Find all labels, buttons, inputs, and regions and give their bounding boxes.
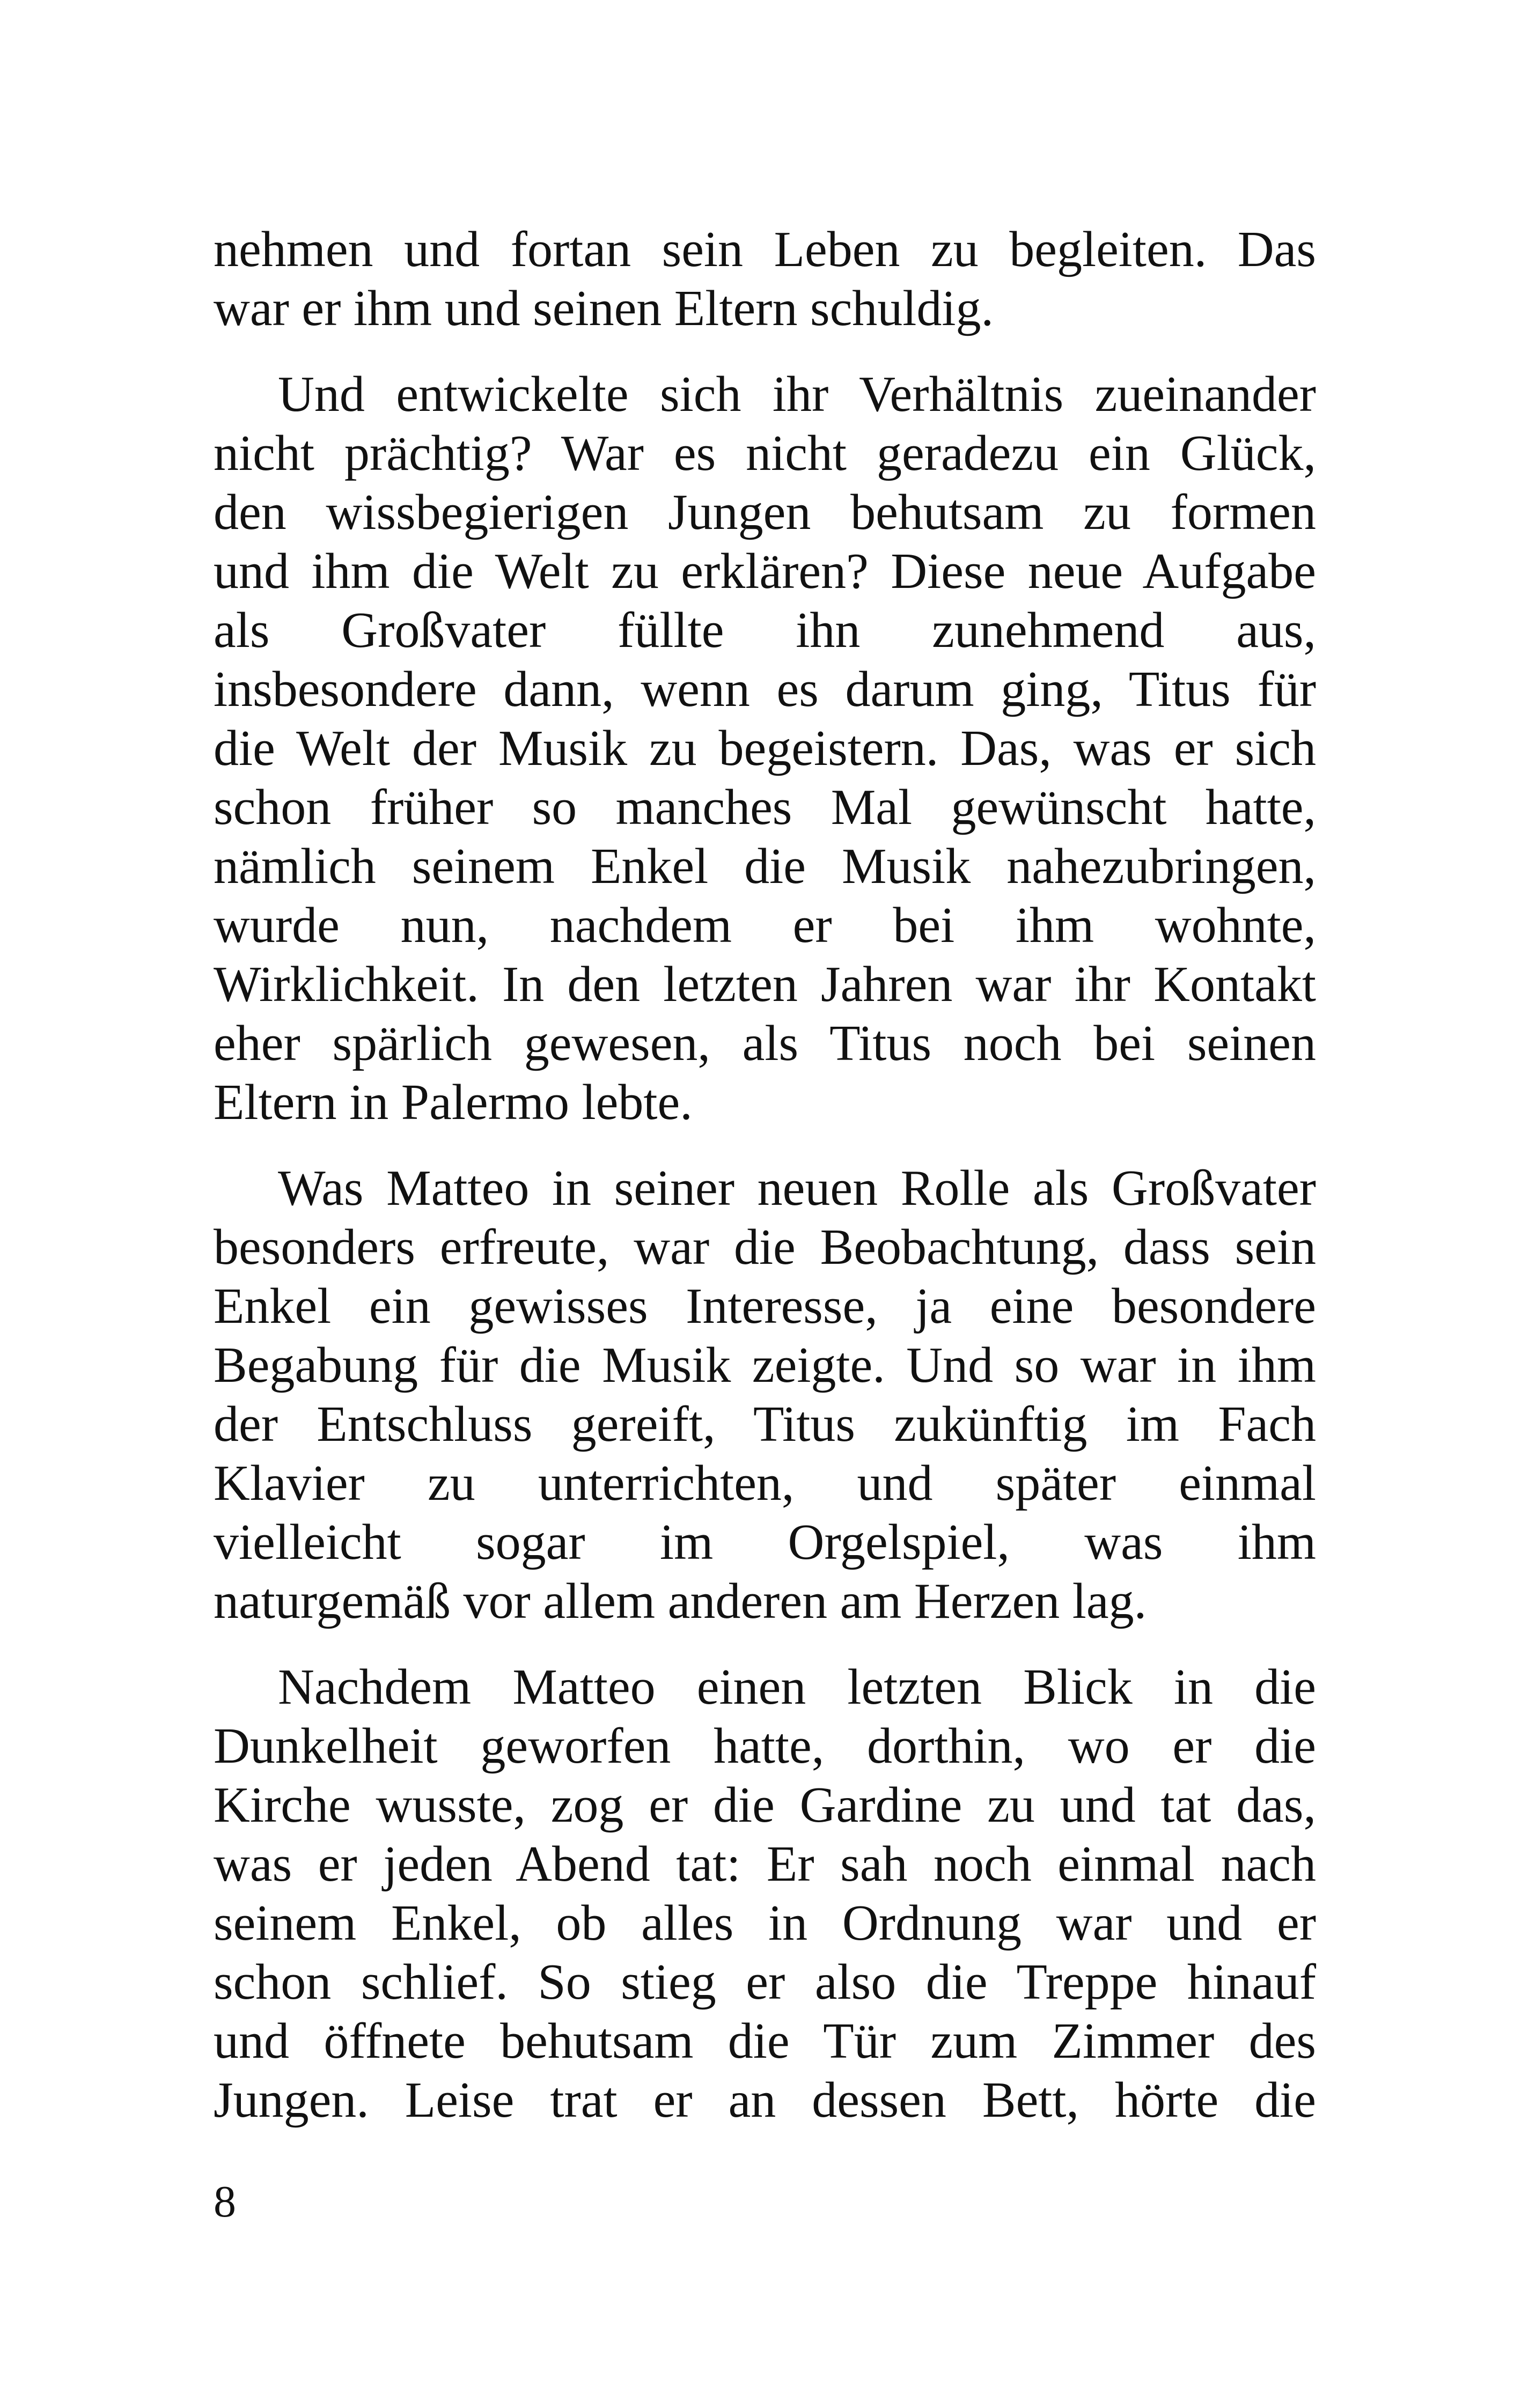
text-line [214, 424, 1316, 483]
text-line [214, 1159, 1316, 1218]
text-line [214, 483, 1316, 542]
paragraph [214, 1159, 1316, 1631]
text-line [214, 955, 1316, 1014]
line-text: den wissbegierigen Jungen behutsam zu formen [214, 484, 1316, 540]
line-text: Nachdem Matteo einen letzten Blick in die [278, 1659, 1316, 1715]
text-line [214, 1717, 1316, 1776]
line-text: und öffnete behutsam die Tür zum Zimmer des [214, 2013, 1316, 2069]
text-line [214, 1218, 1316, 1277]
text-line [214, 778, 1316, 837]
text-line [214, 1776, 1316, 1835]
line-text: Was Matteo in seiner neuen Rolle als Großvater [278, 1160, 1316, 1216]
line-text: nämlich seinem Enkel die Musik nahezubringen, [214, 838, 1316, 894]
line-text: Jungen. Leise trat er an dessen Bett, hörte die [214, 2072, 1316, 2128]
line-text: schon schlief. So stieg er also die Treppe hinauf [214, 1954, 1316, 2010]
text-line [214, 542, 1316, 601]
line-text: Kirche wusste, zog er die Gardine zu und tat das, [214, 1777, 1316, 1833]
body-text [214, 220, 1316, 2156]
text-line [214, 1835, 1316, 1894]
paragraph [214, 1658, 1316, 2130]
text-line [214, 220, 1316, 279]
text-line [214, 279, 1316, 338]
line-text: der Entschluss gereift, Titus zukünftig im Fach [214, 1396, 1316, 1452]
line-text: schon früher so manches Mal gewünscht hatte, [214, 779, 1316, 835]
line-text: wurde nun, nachdem er bei ihm wohnte, [214, 897, 1316, 953]
line-text: Eltern in Palermo lebte. [214, 1074, 693, 1130]
line-text: was er jeden Abend tat: Er sah noch einmal nach [214, 1836, 1316, 1892]
text-line [214, 1658, 1316, 1717]
text-line [214, 719, 1316, 778]
line-text: naturgemäß vor allem anderen am Herzen lag. [214, 1573, 1147, 1629]
text-line [214, 1395, 1316, 1454]
text-line [214, 1073, 1316, 1132]
text-line [214, 837, 1316, 896]
line-text: als Großvater füllte ihn zunehmend aus, [214, 602, 1316, 658]
line-text: Dunkelheit geworfen hatte, dorthin, wo er die [214, 1718, 1316, 1774]
line-text: besonders erfreute, war die Beobachtung, dass sein [214, 1219, 1316, 1275]
text-line [214, 1014, 1316, 1073]
text-line [214, 1953, 1316, 2012]
page-number: 8 [214, 2177, 236, 2227]
line-text: Wirklichkeit. In den letzten Jahren war ihr Kontakt [214, 956, 1316, 1012]
paragraph [214, 220, 1316, 338]
line-text: war er ihm und seinen Eltern schuldig. [214, 281, 994, 336]
text-line [214, 1336, 1316, 1395]
text-line [214, 601, 1316, 660]
text-line [214, 1277, 1316, 1336]
line-text: Klavier zu unterrichten, und später einmal [214, 1455, 1316, 1511]
line-text: Und entwickelte sich ihr Verhältnis zueinander [278, 366, 1316, 422]
text-line [214, 660, 1316, 719]
text-line [214, 1894, 1316, 1953]
line-text: vielleicht sogar im Orgelspiel, was ihm [214, 1514, 1316, 1570]
line-text: Begabung für die Musik zeigte. Und so war in ihm [214, 1337, 1316, 1393]
text-line [214, 896, 1316, 955]
text-line [214, 1454, 1316, 1513]
line-text: nehmen und fortan sein Leben zu begleiten. Das [214, 222, 1316, 277]
line-text: die Welt der Musik zu begeistern. Das, was er sich [214, 720, 1316, 776]
line-text: insbesondere dann, wenn es darum ging, Titus für [214, 661, 1316, 717]
text-line [214, 1513, 1316, 1572]
line-text: nicht prächtig? War es nicht geradezu ein Glück, [214, 425, 1316, 481]
text-line [214, 1572, 1316, 1631]
line-text: und ihm die Welt zu erklären? Diese neue Aufgabe [214, 543, 1316, 599]
line-text: Enkel ein gewisses Interesse, ja eine besondere [214, 1278, 1316, 1334]
line-text: eher spärlich gewesen, als Titus noch bei seinen [214, 1015, 1316, 1071]
paragraph [214, 365, 1316, 1132]
text-line [214, 2012, 1316, 2071]
text-line [214, 2071, 1316, 2130]
line-text: seinem Enkel, ob alles in Ordnung war und er [214, 1895, 1316, 1951]
text-line [214, 365, 1316, 424]
